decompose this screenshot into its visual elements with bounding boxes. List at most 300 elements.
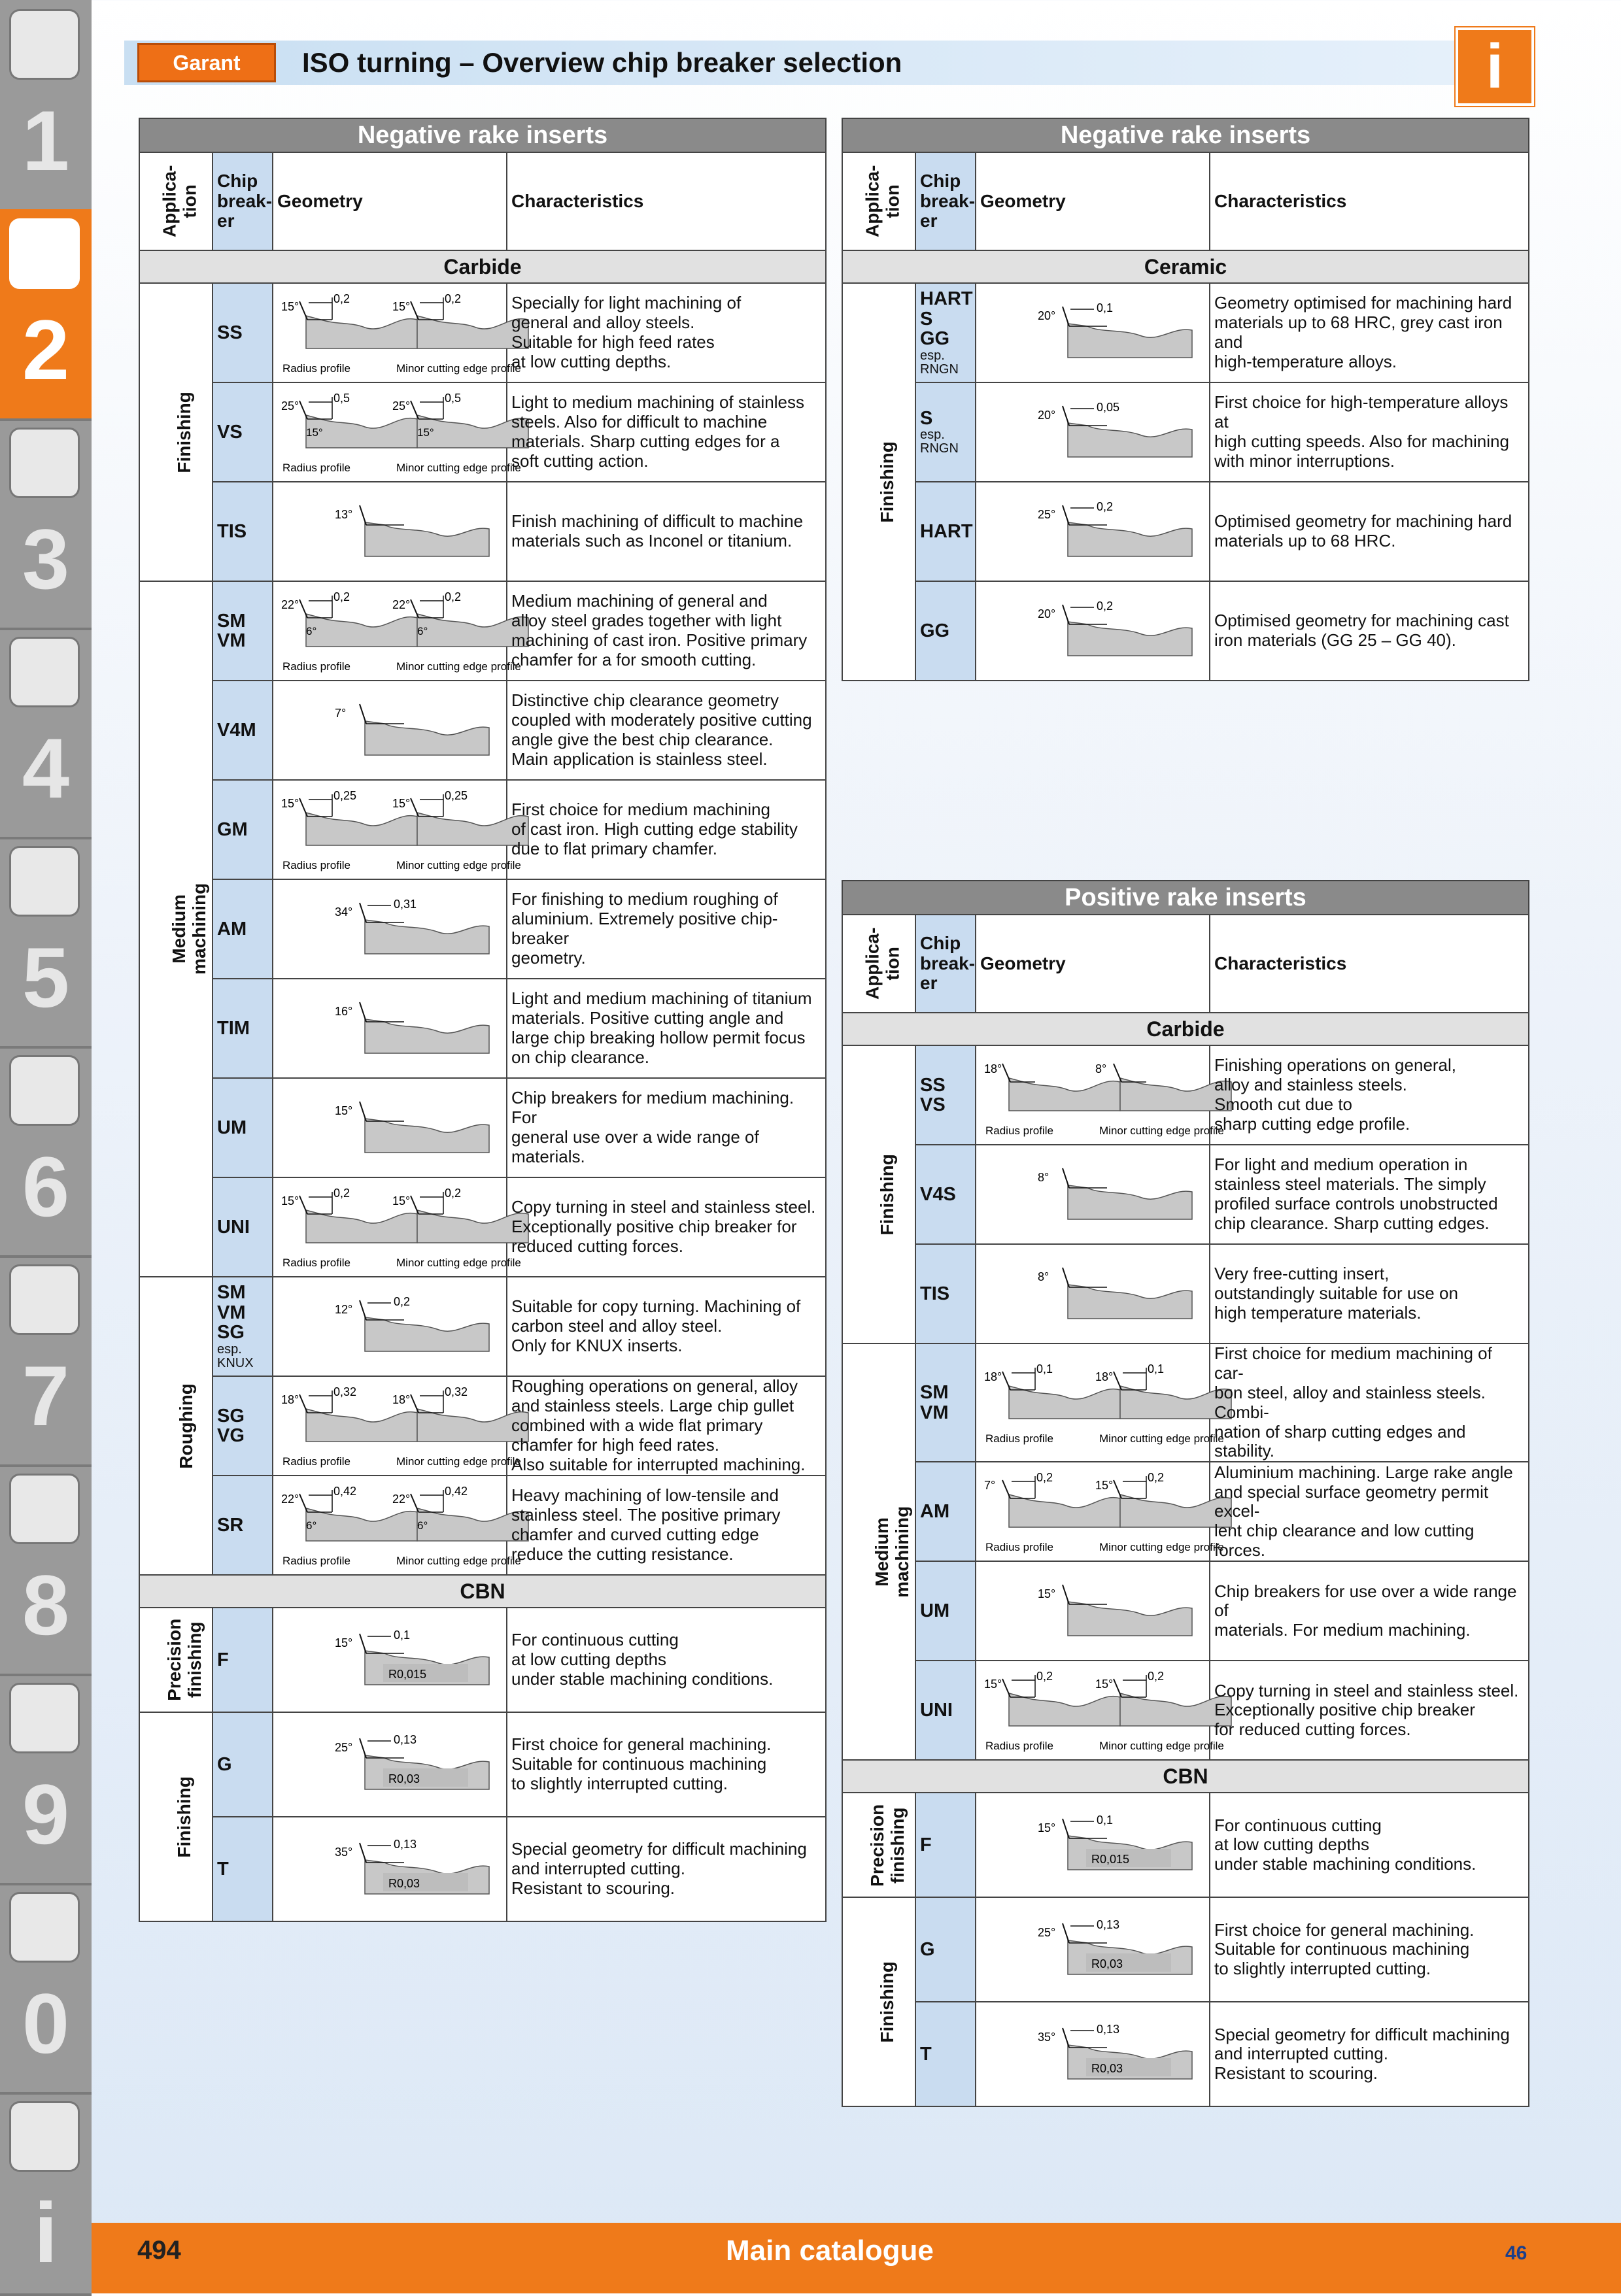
chapter-tab-6[interactable] (0, 1046, 92, 1258)
table-row (842, 1561, 1529, 1661)
geometry-label: 18° (984, 1062, 1002, 1075)
geometry-cell (976, 1897, 1210, 2002)
chip-breaker-code: TIM (213, 979, 273, 1078)
garant-logo: Garant (137, 43, 276, 82)
geometry-label: 20° (1038, 309, 1056, 322)
turning-insert-icon (9, 218, 80, 289)
table-row (139, 1078, 826, 1177)
column-header-characteristics: Characteristics (507, 152, 826, 250)
chip-breaker-code: V4M (213, 681, 273, 780)
geometry-cell (976, 2002, 1210, 2106)
chapter-number: i (33, 2185, 58, 2280)
chip-breaker-geometry-drawing (277, 1615, 505, 1704)
geometry-label: 13° (335, 508, 353, 521)
radius-profile-caption: Radius profile (985, 1740, 1053, 1753)
application-group: Finishing (842, 283, 915, 681)
geometry-label: 0,2 (1097, 599, 1114, 613)
geometry-label: 25° (1038, 1926, 1056, 1940)
chapter-sidebar (0, 0, 92, 2293)
characteristics-cell: For finishing to medium roughing of aluminium. Extremely positive chip-breaker geometry. (507, 879, 826, 979)
table-row (842, 1343, 1529, 1462)
material-section: Carbide (842, 1013, 1529, 1045)
geometry-label: 0,1 (1036, 1362, 1053, 1376)
geometry-cell (273, 382, 521, 482)
geometry-cell (273, 1277, 507, 1376)
geometry-label: 0,2 (333, 590, 350, 603)
geometry-label: 0,13 (1097, 1918, 1120, 1932)
table-row (842, 1244, 1529, 1343)
geometry-label: 7° (335, 707, 347, 720)
geometry-label: 0,2 (1036, 1471, 1053, 1485)
chip-breaker-code: V4S (915, 1145, 976, 1244)
chip-breaker-code: HART (915, 482, 976, 581)
table-title: Negative rake inserts (139, 118, 826, 152)
column-header-characteristics: Characteristics (1210, 152, 1529, 250)
drill-icon (9, 9, 80, 80)
geometry-label: 15° (392, 1194, 411, 1207)
application-group: Roughing (139, 1277, 213, 1575)
column-header-chip-breaker: Chip break- er (213, 152, 273, 250)
wrench-icon (9, 1055, 80, 1126)
radius-profile-caption: Radius profile (282, 1455, 350, 1468)
characteristics-cell: Optimised geometry for machining cast iron materials (GG 25 – GG 40). (1210, 581, 1529, 681)
footer-reference: 46 (1505, 2242, 1527, 2264)
material-section: Carbide (139, 250, 826, 283)
chapter-number: 8 (22, 1557, 70, 1653)
geometry-label: 22° (392, 1493, 411, 1506)
chip-breaker-geometry-drawing (277, 487, 505, 576)
radius-profile-caption: Radius profile (985, 1541, 1053, 1554)
chip-breaker-code: G (213, 1712, 273, 1817)
chapter-tab-9[interactable] (0, 1674, 92, 1885)
column-header-application: Applica- tion (139, 152, 213, 250)
geometry-label: 18° (984, 1370, 1002, 1383)
table-row (139, 681, 826, 780)
chip-breaker-geometry-drawing (980, 1051, 1224, 1140)
geometry-label: 15° (984, 1678, 1002, 1691)
chapter-number: 7 (22, 1348, 70, 1443)
radius-profile-caption: Radius profile (282, 362, 350, 375)
chip-breaker-code: TIS (213, 482, 273, 581)
chip-breaker-code: VS (213, 382, 273, 482)
chip-breaker-code: SR (213, 1476, 273, 1575)
geometry-cell (273, 979, 507, 1078)
geometry-label: 0,2 (445, 1187, 462, 1200)
chip-breaker-geometry-drawing (980, 1359, 1224, 1447)
application-group: Precision finishing (842, 1793, 915, 1897)
application-group: Precision finishing (139, 1608, 213, 1712)
characteristics-cell: Chip breakers for medium machining. For general use over a wide range of materials. (507, 1078, 826, 1177)
table-row (842, 1045, 1529, 1145)
chapter-tab-8[interactable] (0, 1464, 92, 1676)
column-header-chip-breaker: Chip break- er (915, 915, 976, 1013)
chip-breaker-code: G (915, 1897, 976, 2002)
geometry-label: 0,2 (1148, 1471, 1165, 1485)
column-header-characteristics: Characteristics (1210, 915, 1529, 1013)
chip-breaker-geometry-drawing (277, 1720, 505, 1809)
chip-breaker-geometry-drawing (980, 388, 1208, 477)
chip-breaker-code: SS VS (915, 1045, 976, 1145)
table-row (139, 780, 826, 879)
info-icon[interactable]: i (1456, 27, 1534, 106)
geometry-label: 25° (1038, 508, 1056, 521)
geometry-cell (976, 1145, 1210, 1244)
geometry-cell (273, 482, 507, 581)
geometry-label: 6° (306, 625, 317, 637)
geometry-label: 6° (417, 1519, 428, 1532)
column-header-application: Applica- tion (842, 915, 915, 1013)
table-row (139, 1476, 826, 1575)
geometry-label: 0,2 (394, 1295, 411, 1308)
characteristics-cell: Finish machining of difficult to machine materials such as Inconel or titanium. (507, 482, 826, 581)
geometry-label: R0,03 (388, 1772, 420, 1785)
geometry-label: 15° (1038, 1587, 1056, 1601)
geometry-cell (273, 1817, 507, 1921)
chapter-number: 3 (22, 511, 70, 607)
geometry-label: 18° (1095, 1370, 1114, 1383)
radius-profile-caption: Radius profile (282, 859, 350, 871)
geometry-label: 35° (1038, 2031, 1056, 2044)
chip-breaker-code: SM VM (915, 1343, 976, 1462)
geometry-label: 15° (335, 1104, 353, 1117)
geometry-label: 22° (281, 598, 299, 611)
chip-breaker-code: TIS (915, 1244, 976, 1343)
geometry-cell (976, 1244, 1210, 1343)
pliers-icon (9, 1264, 80, 1335)
geometry-cell (273, 1177, 521, 1277)
page-number: 494 (137, 2236, 181, 2265)
radius-profile-caption: Radius profile (282, 462, 350, 474)
chip-breaker-geometry-drawing (277, 1282, 505, 1371)
geometry-cell (273, 283, 521, 382)
minor-edge-profile-caption: Minor cutting edge profile (396, 660, 521, 673)
geometry-label: 15° (1038, 1821, 1056, 1835)
geometry-label: 0,32 (445, 1385, 468, 1398)
geometry-label: 8° (1038, 1270, 1049, 1283)
geometry-label: 0,1 (1097, 1814, 1114, 1827)
geometry-cell (976, 1661, 1224, 1760)
chip-breaker-geometry-drawing (980, 1566, 1208, 1655)
geometry-cell (976, 382, 1210, 482)
chip-breaker-code: UM (915, 1561, 976, 1661)
characteristics-cell: First choice for general machining. Suitable for continuous machining to slightly interrupted cutting. (1210, 1897, 1529, 2002)
minor-edge-profile-caption: Minor cutting edge profile (396, 462, 521, 474)
characteristics-cell: Aluminium machining. Large rake angle and special surface geometry permit excel- lent chip clearance and low cutting forces. (1210, 1462, 1529, 1561)
characteristics-cell: For continuous cutting at low cutting depths under stable machining conditions. (1210, 1793, 1529, 1897)
geometry-cell (976, 1561, 1210, 1661)
chip-breaker-geometry-drawing (277, 1381, 521, 1470)
chip-breaker-code: AM (915, 1462, 976, 1561)
geometry-label: 35° (335, 1846, 353, 1859)
characteristics-cell: First choice for medium machining of cast iron. High cutting edge stability due to flat primary chamfer. (507, 780, 826, 879)
table-row (139, 283, 826, 382)
geometry-label: 0,31 (394, 898, 417, 911)
characteristics-cell: Light and medium machining of titanium materials. Positive cutting angle and large chip breaking hollow permit focus on chip clearance. (507, 979, 826, 1078)
chip-breaker-code: HART S GG esp. RNGN (915, 283, 976, 382)
chapter-number: 0 (22, 1976, 70, 2071)
grinding-disc-icon (9, 846, 80, 917)
chapter-number: 9 (22, 1766, 70, 1862)
geometry-label: 0,05 (1097, 401, 1120, 414)
chip-breaker-geometry-drawing (980, 2010, 1208, 2099)
chip-breaker-geometry-drawing (980, 586, 1208, 675)
table-row (842, 1661, 1529, 1760)
chip-breaker-geometry-drawing (980, 1800, 1208, 1889)
geometry-cell (273, 780, 521, 879)
chip-breaker-geometry-drawing (277, 288, 521, 377)
table-title: Positive rake inserts (842, 881, 1529, 915)
geometry-label: 15° (281, 797, 299, 810)
geometry-label: 0,2 (445, 292, 462, 305)
geometry-label: 20° (1038, 409, 1056, 422)
chip-breaker-geometry-drawing (277, 1481, 521, 1570)
characteristics-cell: Optimised geometry for machining hard materials up to 68 HRC. (1210, 482, 1529, 581)
toolbox-icon (9, 1474, 80, 1544)
characteristics-cell: Heavy machining of low-tensile and stainless steel. The positive primary chamfer and curved cutting edge reduce the cutting resistance. (507, 1476, 826, 1575)
geometry-label: 18° (281, 1393, 299, 1406)
characteristics-cell: Chip breakers for use over a wide range of materials. For medium machining. (1210, 1561, 1529, 1661)
radius-profile-caption: Radius profile (282, 1555, 350, 1567)
chip-breaker-geometry-drawing (277, 388, 521, 477)
geometry-label: 6° (306, 1519, 317, 1532)
chip-breaker-code: UNI (915, 1661, 976, 1760)
characteristics-cell: Geometry optimised for machining hard materials up to 68 HRC, grey cast iron and high-temperature alloys. (1210, 283, 1529, 382)
table-row (842, 581, 1529, 681)
geometry-cell (976, 1462, 1224, 1561)
application-group: Finishing (139, 1712, 213, 1921)
chip-breaker-geometry-drawing (277, 1825, 505, 1914)
chip-breaker-geometry-drawing (980, 288, 1208, 377)
table-row (139, 879, 826, 979)
table-row (139, 1177, 826, 1277)
radius-profile-caption: Radius profile (985, 1124, 1053, 1137)
geometry-cell (273, 879, 507, 979)
material-section: CBN (842, 1760, 1529, 1793)
geometry-label: 16° (335, 1005, 353, 1018)
geometry-label: 0,25 (333, 789, 357, 802)
chapter-tab-info[interactable] (0, 2092, 92, 2296)
geometry-label: R0,03 (1091, 1957, 1123, 1971)
radius-profile-caption: Radius profile (282, 1257, 350, 1269)
chip-breaker-geometry-drawing (980, 1150, 1208, 1239)
info-icon (9, 2101, 80, 2172)
geometry-label: 7° (984, 1479, 996, 1493)
geometry-label: 22° (281, 1493, 299, 1506)
minor-edge-profile-caption: Minor cutting edge profile (396, 362, 521, 375)
geometry-label: 0,42 (333, 1485, 357, 1498)
geometry-label: R0,03 (388, 1877, 420, 1890)
chip-breaker-geometry-drawing (277, 885, 505, 973)
chip-breaker-geometry-drawing (980, 1905, 1208, 1994)
geometry-label: 0,5 (333, 392, 350, 405)
geometry-label: 20° (1038, 607, 1056, 620)
material-section: Ceramic (842, 250, 1529, 283)
geometry-cell (976, 1343, 1224, 1462)
chapter-tab-3[interactable] (0, 418, 92, 630)
application-group: Finishing (842, 1045, 915, 1343)
table-positive-rake-carbide-cbn (842, 880, 1529, 2107)
geometry-cell (273, 1376, 521, 1476)
geometry-cell (976, 581, 1210, 681)
chip-breaker-code: T (213, 1817, 273, 1921)
geometry-label: 25° (335, 1741, 353, 1754)
chip-breaker-code: GM (213, 780, 273, 879)
minor-edge-profile-caption: Minor cutting edge profile (396, 1555, 521, 1567)
characteristics-cell: Medium machining of general and alloy steel grades together with light machining of cast iron. Positive primary chamfer for a for smooth cutting. (507, 581, 826, 681)
chapter-tab-4[interactable] (0, 628, 92, 839)
chip-breaker-geometry-drawing (277, 586, 521, 675)
table-row (139, 979, 826, 1078)
chip-breaker-geometry-drawing (980, 1249, 1208, 1338)
geometry-label: 15° (1095, 1678, 1114, 1691)
table-row (139, 1712, 826, 1817)
minor-edge-profile-caption: Minor cutting edge profile (396, 859, 521, 871)
geometry-label: 0,13 (1097, 2023, 1120, 2036)
radius-profile-caption: Radius profile (985, 1432, 1053, 1445)
chip-breaker-code: S esp. RNGN (915, 382, 976, 482)
chip-breaker-code: F (213, 1608, 273, 1712)
chapter-number: 1 (22, 93, 70, 188)
geometry-label: 0,2 (333, 1187, 350, 1200)
geometry-label: 0,1 (394, 1629, 411, 1642)
chapter-number: 2 (22, 302, 70, 397)
geometry-label: 8° (1038, 1171, 1049, 1184)
table-row (139, 581, 826, 681)
characteristics-cell: Distinctive chip clearance geometry coupled with moderately positive cutting angle give the best chip clearance. Main application is stainless steel. (507, 681, 826, 780)
characteristics-cell: Copy turning in steel and stainless steel. Exceptionally positive chip breaker for reduced cutting forces. (507, 1177, 826, 1277)
minor-edge-profile-caption: Minor cutting edge profile (1099, 1740, 1224, 1753)
geometry-label: 15° (417, 426, 434, 439)
chip-breaker-geometry-drawing (277, 1183, 521, 1272)
geometry-label: 0,25 (445, 789, 468, 802)
column-header-application: Applica- tion (842, 152, 915, 250)
geometry-cell (976, 482, 1210, 581)
characteristics-cell: Suitable for copy turning. Machining of carbon steel and alloy steel. Only for KNUX inserts. (507, 1277, 826, 1376)
chip-breaker-code: F (915, 1793, 976, 1897)
table-row (842, 482, 1529, 581)
characteristics-cell: Specially for light machining of general and alloy steels. Suitable for high feed rates at low cutting depths. (507, 283, 826, 382)
geometry-label: 6° (417, 625, 428, 637)
geometry-label: 15° (335, 1636, 353, 1649)
table-row (842, 1897, 1529, 2002)
chip-breaker-code: GG (915, 581, 976, 681)
minor-edge-profile-caption: Minor cutting edge profile (1099, 1124, 1224, 1137)
geometry-label: 0,32 (333, 1385, 357, 1398)
chip-breaker-code: UM (213, 1078, 273, 1177)
chip-breaker-code: SM VM SG esp. KNUX (213, 1277, 273, 1376)
chapter-tab-2[interactable] (0, 209, 92, 421)
chapter-tab-7[interactable] (0, 1255, 92, 1467)
table-row (842, 1793, 1529, 1897)
geometry-label: 0,2 (333, 292, 350, 305)
chapter-number: 5 (22, 930, 70, 1025)
chip-breaker-code: SM VM (213, 581, 273, 681)
table-title: Negative rake inserts (842, 118, 1529, 152)
chip-breaker-geometry-drawing (980, 487, 1208, 576)
characteristics-cell: Finishing operations on general, alloy and stainless steels. Smooth cut due to sharp cutting edge profile. (1210, 1045, 1529, 1145)
geometry-label: 25° (392, 399, 411, 413)
chip-breaker-code: SS (213, 283, 273, 382)
characteristics-cell: First choice for medium machining of car- bon steel, alloy and stainless steels. Combi- nation of sharp cutting edges and stability. (1210, 1343, 1529, 1462)
chip-breaker-geometry-drawing (980, 1467, 1224, 1556)
radius-profile-caption: Radius profile (282, 660, 350, 673)
chip-breaker-geometry-drawing (277, 1083, 505, 1172)
geometry-label: R0,015 (388, 1668, 427, 1681)
chapter-tab-1[interactable] (0, 0, 92, 212)
chapter-tab-0[interactable] (0, 1883, 92, 2095)
chip-breaker-code: SG VG (213, 1376, 273, 1476)
chip-breaker-code: T (915, 2002, 976, 2106)
table-row (139, 382, 826, 482)
geometry-label: 0,2 (445, 590, 462, 603)
characteristics-cell: Light to medium machining of stainless steels. Also for difficult to machine materials. Sharp cutting edges for a soft cutting action. (507, 382, 826, 482)
geometry-label: 0,13 (394, 1838, 417, 1851)
geometry-label: 18° (392, 1393, 411, 1406)
geometry-label: 8° (1095, 1062, 1107, 1075)
material-section: CBN (139, 1575, 826, 1608)
geometry-label: 15° (281, 1194, 299, 1207)
minor-edge-profile-caption: Minor cutting edge profile (396, 1257, 521, 1269)
geometry-label: 15° (392, 797, 411, 810)
geometry-label: 0,5 (445, 392, 462, 405)
table-row (139, 1277, 826, 1376)
table-row (842, 1145, 1529, 1244)
minor-edge-profile-caption: Minor cutting edge profile (396, 1455, 521, 1468)
geometry-label: 0,1 (1097, 301, 1114, 314)
geometry-label: 0,13 (394, 1733, 417, 1746)
geometry-label: 0,2 (1097, 500, 1114, 513)
geometry-label: 15° (1095, 1479, 1114, 1493)
table-row (842, 1462, 1529, 1561)
geometry-label: 12° (335, 1303, 353, 1316)
geometry-label: 25° (281, 399, 299, 413)
geometry-label: 22° (392, 598, 411, 611)
geometry-cell (273, 1476, 521, 1575)
table-row (139, 1376, 826, 1476)
caliper-icon (9, 637, 80, 707)
geometry-label: R0,015 (1091, 1853, 1130, 1866)
chapter-tab-5[interactable] (0, 837, 92, 1049)
application-group: Medium machining (139, 581, 213, 1277)
table-row (842, 382, 1529, 482)
geometry-label: 0,2 (1036, 1670, 1053, 1683)
minor-edge-profile-caption: Minor cutting edge profile (1099, 1541, 1224, 1554)
characteristics-cell: Special geometry for difficult machining and interrupted cutting. Resistant to scouring. (507, 1817, 826, 1921)
geometry-label: 15° (281, 300, 299, 313)
footer-title: Main catalogue (726, 2235, 934, 2267)
geometry-cell (976, 1793, 1210, 1897)
table-row (842, 283, 1529, 382)
table-row (842, 2002, 1529, 2106)
geometry-cell (273, 1608, 507, 1712)
table-negative-rake-ceramic (842, 118, 1529, 681)
minor-edge-profile-caption: Minor cutting edge profile (1099, 1432, 1224, 1445)
table-negative-rake-carbide-cbn (139, 118, 827, 1922)
geometry-cell (273, 581, 521, 681)
chapter-number: 4 (22, 720, 70, 816)
table-row (139, 482, 826, 581)
geometry-cell (273, 681, 507, 780)
geometry-cell (273, 1078, 507, 1177)
column-header-geometry: Geometry (273, 152, 507, 250)
application-group: Medium machining (842, 1343, 915, 1760)
geometry-label: 0,42 (445, 1485, 468, 1498)
table-row (139, 1817, 826, 1921)
characteristics-cell: Copy turning in steel and stainless steel. Exceptionally positive chip breaker for reduced cutting forces. (1210, 1661, 1529, 1760)
characteristics-cell: First choice for high-temperature alloys at high cutting speeds. Also for machining with minor interruptions. (1210, 382, 1529, 482)
chip-breaker-code: UNI (213, 1177, 273, 1277)
geometry-label: 15° (306, 426, 323, 439)
